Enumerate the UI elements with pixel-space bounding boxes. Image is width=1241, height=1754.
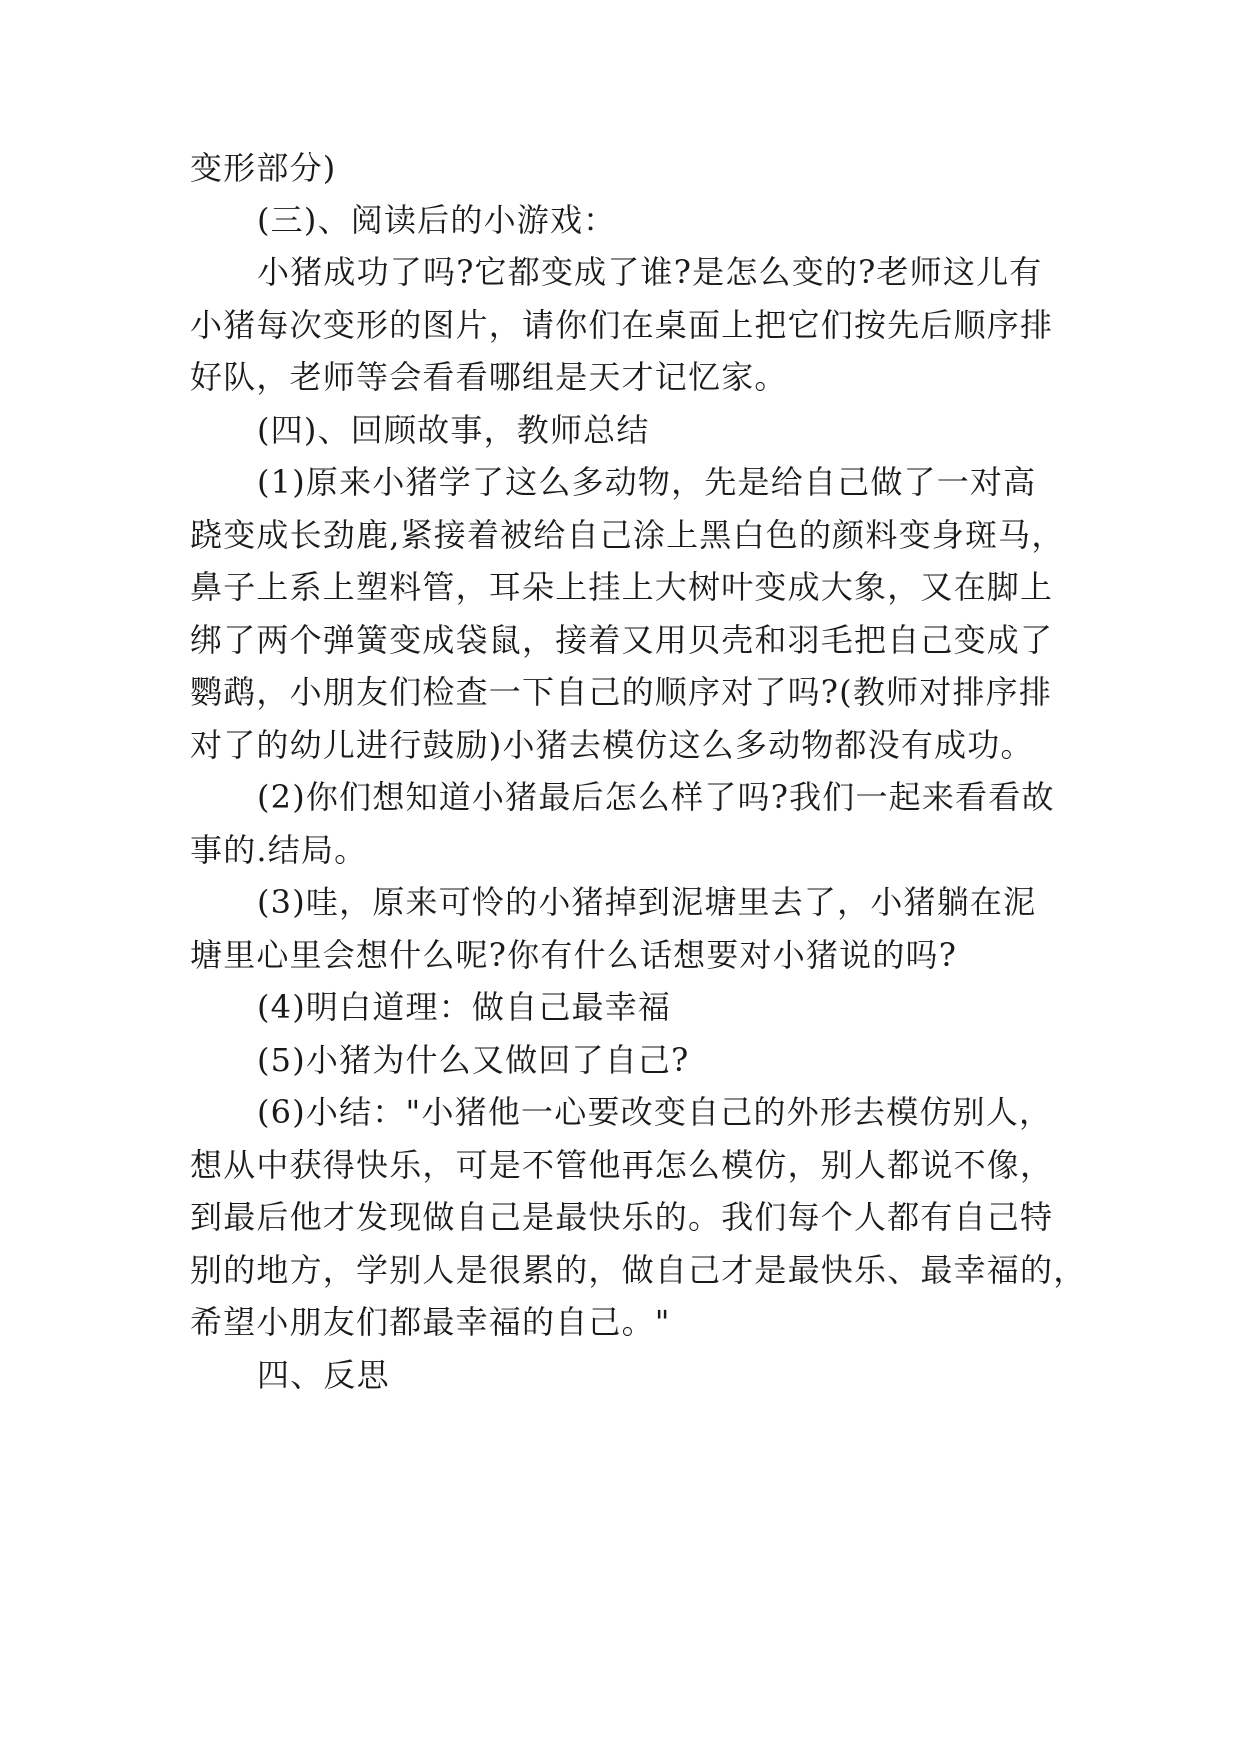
section-heading: 四、反思 [257,1356,390,1394]
text-line: (3)哇，原来可怜的小猪掉到泥塘里去了，小猪躺在泥 [257,883,1037,921]
text-line: 塘里心里会想什么呢?你有什么话想要对小猪说的吗? [190,936,958,974]
section-heading: (三)、阅读后的小游戏： [257,201,617,239]
text-line: (1)原来小猪学了这么多动物，先是给自己做了一对高 [257,463,1037,501]
text-line: 鼻子上系上塑料管，耳朵上挂上大树叶变成大象，又在脚上 [190,568,1054,606]
text-line: (4)明白道理：做自己最幸福 [257,988,672,1026]
text-line: 别的地方，学别人是很累的，做自己才是最快乐、最幸福的， [190,1251,1087,1289]
text-line: 事的.结局。 [190,831,368,869]
text-line: 跷变成长劲鹿,紧接着被给自己涂上黑白色的颜料变身斑马， [190,516,1065,554]
text-line: 想从中获得快乐，可是不管他再怎么模仿，别人都说不像， [190,1146,1054,1184]
text-line: (2)你们想知道小猪最后怎么样了吗?我们一起来看看故 [257,778,1055,816]
text-line: 希望小朋友们都最幸福的自己。" [190,1303,671,1341]
text-line: 鹦鹉，小朋友们检查一下自己的顺序对了吗?(教师对排序排 [190,673,1053,711]
text-line: 变形部分) [190,149,337,187]
section-heading: (四)、回顾故事，教师总结 [257,411,650,449]
text-line: (5)小猪为什么又做回了自己? [257,1041,690,1079]
text-line: 绑了两个弹簧变成袋鼠，接着又用贝壳和羽毛把自己变成了 [190,621,1054,659]
text-line: 到最后他才发现做自己是最快乐的。我们每个人都有自己特 [190,1198,1054,1236]
text-line: 小猪成功了吗?它都变成了谁?是怎么变的?老师这儿有 [257,253,1043,291]
text-line: 小猪每次变形的图片，请你们在桌面上把它们按先后顺序排 [190,306,1054,344]
text-line: 好队，老师等会看看哪组是天才记忆家。 [190,358,788,396]
text-line: (6)小结："小猪他一心要改变自己的外形去模仿别人， [257,1093,1053,1131]
text-line: 对了的幼儿进行鼓励)小猪去模仿这么多动物都没有成功。 [190,726,1034,764]
